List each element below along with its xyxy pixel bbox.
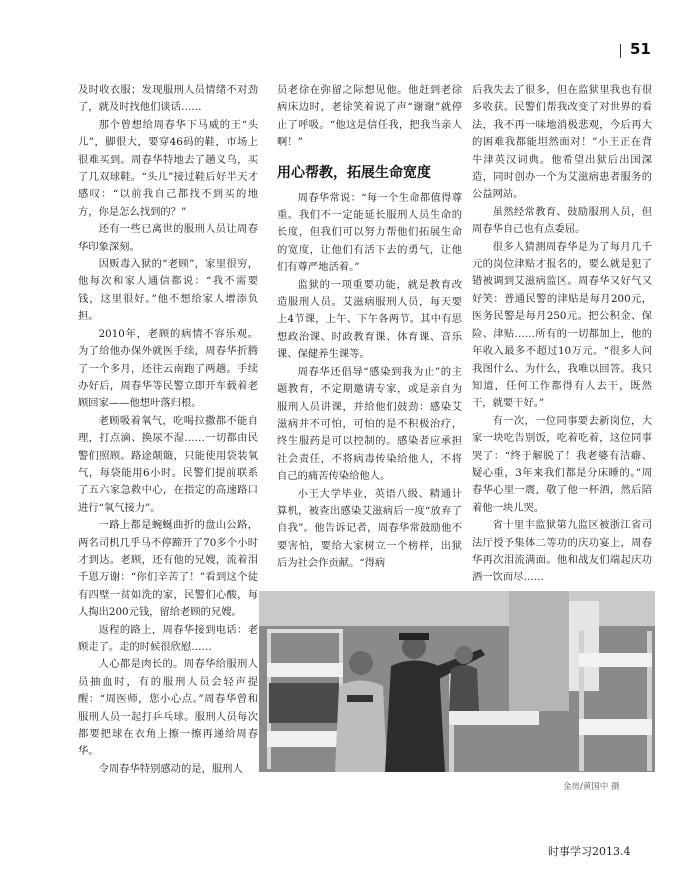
paragraph: 小王大学毕业，英语八级、精通计算机，被查出感染艾滋病后一度“放弃了自我”。他告诉记者，周春华常鼓励他不要害怕，要给大家树立一个榜样，出狱后为社会作贡献。“得病 xyxy=(277,487,462,570)
paragraph: 一路上都是蜿蜒曲折的盘山公路，两名司机几乎马不停蹄开了70多个小时才到达。老顾，还有他的兄嫂，流着泪千恩万谢：“你们辛苦了！”看到这个徒有四壁一贫如洗的家，民警们心酸，每人掏出200元钱，留给老顾的兄嫂。 xyxy=(78,519,258,619)
article-column-3 xyxy=(472,82,652,587)
paragraph: 周春华还倡导“感染到我为止”的主题教育，不定期邀请专家，或是亲自为服刑人员讲课，并给他们鼓劲：感染艾滋病并不可怕，可怕的是不积极治疗，终生服药是可以控制的。感染者应承担社会责任，不将病毒传染给他人，不将自己的痛苦传染给他人。 xyxy=(277,365,462,483)
page-number: 51 xyxy=(630,40,651,58)
photo-credit: 金房/黄国中 摄 xyxy=(563,782,620,792)
paragraph: 因贩毒入狱的“老顾”，家里很穷，他每次和家人通信都说：“我不需要钱，这里很好。”他不想给家人增添负担。 xyxy=(78,258,258,323)
article-column-2 xyxy=(277,82,462,573)
paragraph: 及时收衣服；发现服刑人员情绪不对劲了，就及时找他们谈话…… xyxy=(78,84,258,114)
paragraph: 令周春华特别感动的是，服刑人 xyxy=(98,762,243,775)
article-column-1 xyxy=(78,82,258,778)
paragraph: 2010年，老顾的病情不容乐观。为了给他办保外就医手续，周春华折腾了一个多月，还往云南跑了两趟。手续办好后，周春华等民警立即开车载着老顾回家——他想叶落归根。 xyxy=(78,327,258,410)
section-heading: 用心帮教，拓展生命宽度 xyxy=(277,164,431,181)
paragraph: 还有一些已离世的服刑人员让周春华印象深刻。 xyxy=(78,223,258,253)
paragraph: 很多人猜测周春华是为了每月几千元的岗位津贴才报名的，要么就是犯了错被调到艾滋病监区。周春华又好气又好笑：普通民警的津贴是每月200元，医务民警是每月250元。把公积金、保险、津贴……所有的一切都加上，他的年收入最多不超过10万元。“很多人问我图什么、为什么，我唯以回答。我只知道，任何工作都得有人去干，既然干，就要干好。” xyxy=(472,240,652,410)
paragraph: 那个曾想给周春华下马威的王“头儿”，脚很大，要穿46码的鞋，市场上很难买到。周春华特地去了趟义乌，买了几双球鞋。“头儿”接过鞋后好半天才感叹：“以前我自己都找不到买的地方，你是怎么找到的？” xyxy=(78,118,258,218)
paragraph: 老顾吸着氧气，吃喝拉撒都不能自理，打点滴、换尿不湿……一切都由民警们照顾。路途颠簸，只能使用袋装氧气，每袋能用6小时。民警们提前联系了五六家急救中心，在指定的高速路口进行“氧气接力”。 xyxy=(78,414,258,514)
page-number-divider xyxy=(620,44,621,58)
paragraph: 后我失去了很多，但在监狱里我也有很多收获。民警们帮我改变了对世界的看法，我不再一味地消极悲观，今后再大的困难我都能坦然面对！”小王正在背牛津英汉词典。他希望出狱后出国深造，同时创办一个为艾滋病患者服务的公益网站。 xyxy=(472,84,652,201)
paragraph: 省十里丰监狱第九监区被浙江省司法厅授予集体二等功的庆功宴上，周春华再次泪流满面。他和战友们端起庆功酒一饮而尽…… xyxy=(472,519,652,584)
paragraph: 周春华常说：“每一个生命都值得尊重。我们不一定能延长服刑人员生命的长度，但我们可以努力帮他们拓展生命的宽度，让他们有活下去的勇气，让他们有尊严地活着。” xyxy=(277,191,462,274)
paragraph: 员老徐在弥留之际想见他。他赶到老徐病床边时，老徐笑着说了声“谢谢”就停止了呼吸。“他这是信任我，把我当亲人啊！” xyxy=(277,84,462,149)
paragraph: 虽然经常教育、鼓励服刑人员，但周春华自己也有点委屈。 xyxy=(472,205,652,236)
paragraph: 有一次，一位同事要去新岗位，大家一块吃告别饭，吃着吃着，这位同事哭了：“终于解脱了！我老婆有洁癖、疑心重，3年来我们都是分床睡的。”周春华心里一震，敬了他一杯酒，然后陪着他一块儿哭。 xyxy=(472,414,652,514)
article-photo xyxy=(259,591,655,772)
paragraph: 人心都是肉长的。周春华给服刑人员抽血时，有的服刑人员会轻声提醒：“周医师，您小心点。”周春华曾和服刑人员一起打乒乓球。服刑人员每次都要把球在衣角上擦一擦再递给周春华。 xyxy=(78,658,258,758)
paragraph: 返程的路上，周春华接到电话：老顾走了。走的时候很欣慰…… xyxy=(78,623,258,653)
paragraph: 监狱的一项重要功能，就是教育改造服刑人员。艾滋病服刑人员，每天要上4节课，上午、下午各两节。其中有思想政治课、时政教育课、体育课、音乐课、保健养生课等。 xyxy=(277,278,462,361)
magazine-footer: 时事学习2013.4 xyxy=(548,845,631,858)
